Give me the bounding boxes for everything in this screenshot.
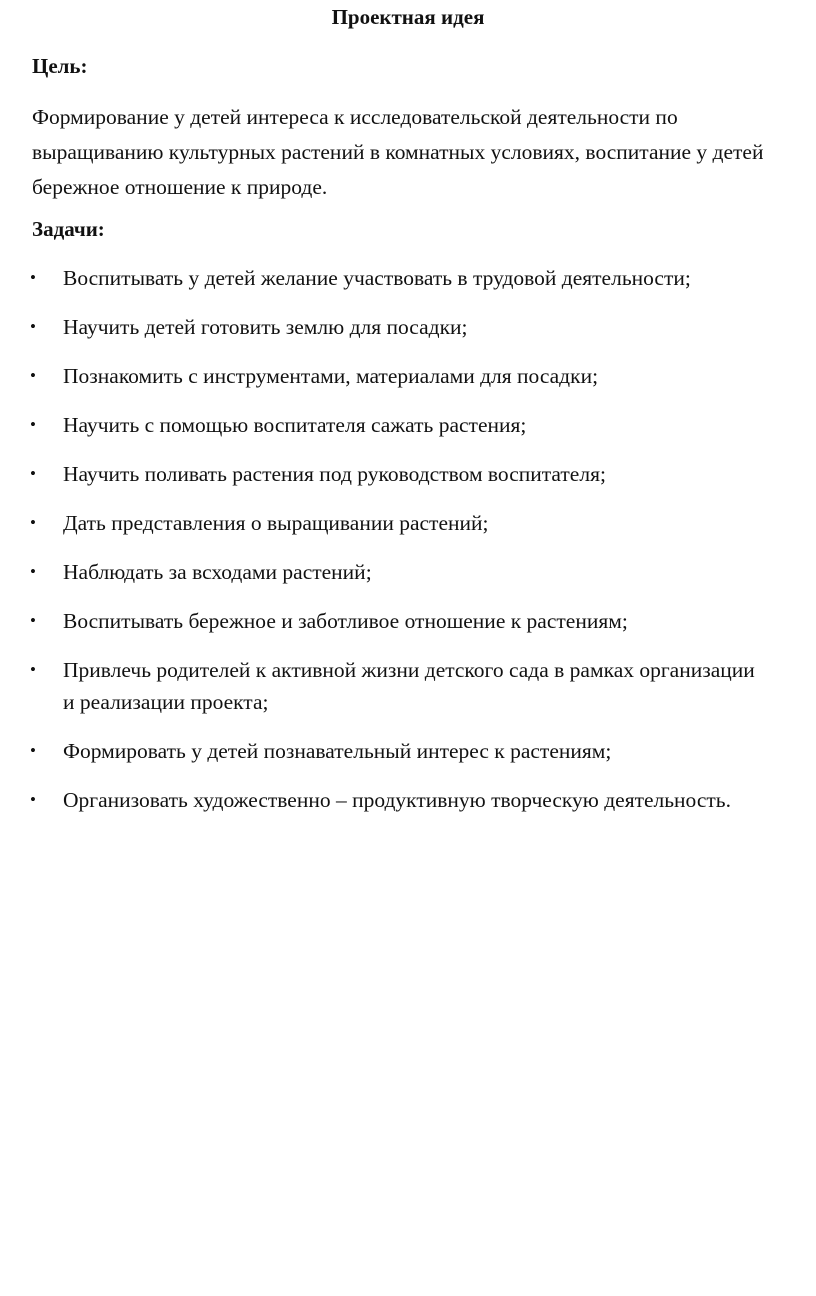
task-item: [0, 605, 763, 637]
bullet-icon: •: [30, 366, 36, 385]
bullet-icon: •: [30, 611, 36, 630]
task-text: Формировать у детей познавательный интерес к растениям;: [63, 739, 612, 763]
task-item: [0, 360, 763, 392]
task-text: Организовать художественно – продуктивную творческую деятельность.: [63, 788, 731, 812]
bullet-icon: •: [30, 268, 36, 287]
task-text: Наблюдать за всходами растений;: [63, 560, 372, 584]
bullet-icon: •: [30, 562, 36, 581]
task-item: [0, 784, 763, 816]
task-item: [0, 262, 763, 294]
goal-paragraph: Формирование у детей интереса к исследовательской деятельности по выращиванию культурных растений в комнатных условиях, воспитание у детей бережное отношение к природе.: [32, 105, 764, 199]
tasks-list: [0, 262, 816, 833]
bullet-icon: •: [30, 415, 36, 434]
task-item: [0, 507, 763, 539]
task-item: [0, 556, 763, 588]
bullet-icon: •: [30, 660, 36, 679]
bullet-icon: •: [30, 790, 36, 809]
task-text: Научить с помощью воспитателя сажать растения;: [63, 413, 527, 437]
task-item: [0, 458, 763, 490]
task-item: [0, 409, 763, 441]
goal-heading: Цель:: [32, 54, 88, 78]
task-text: Научить поливать растения под руководством воспитателя;: [63, 462, 606, 486]
bullet-icon: •: [30, 741, 36, 760]
task-text: Воспитывать бережное и заботливое отношение к растениям;: [63, 609, 628, 633]
tasks-heading: Задачи:: [32, 217, 105, 241]
task-item: [0, 735, 763, 767]
bullet-icon: •: [30, 513, 36, 532]
bullet-icon: •: [30, 464, 36, 483]
task-text: Дать представления о выращивании растений;: [63, 511, 489, 535]
document-title: Проектная идея: [331, 5, 485, 29]
task-text: Научить детей готовить землю для посадки;: [63, 315, 468, 339]
task-item: [0, 311, 763, 343]
task-text: Воспитывать у детей желание участвовать в трудовой деятельности;: [63, 266, 691, 290]
bullet-icon: •: [30, 317, 36, 336]
task-text: Привлечь родителей к активной жизни детского сада в рамках организации и реализации проекта;: [63, 658, 755, 714]
task-item: [0, 654, 763, 718]
task-text: Познакомить с инструментами, материалами для посадки;: [63, 364, 599, 388]
